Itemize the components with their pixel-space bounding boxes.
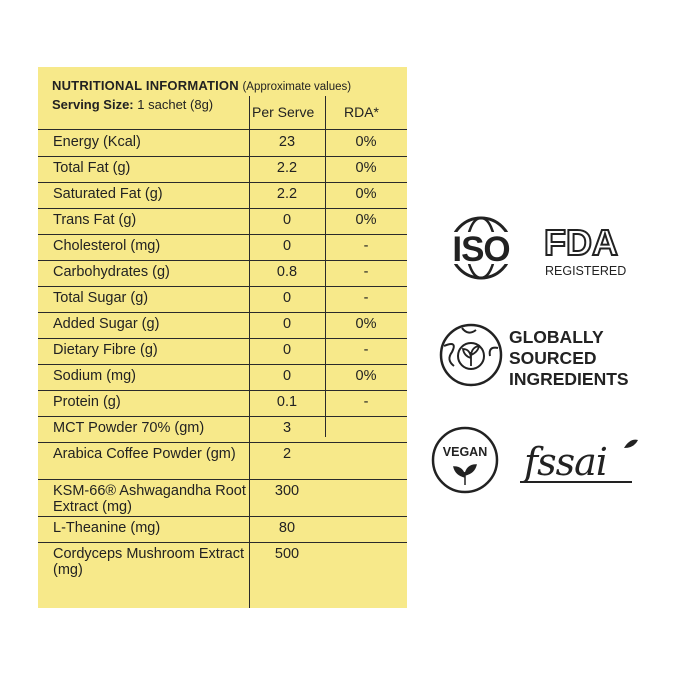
nutrient-name: Total Fat (g) <box>53 160 131 176</box>
global-line-2: SOURCED <box>509 348 597 368</box>
global-line-3: INGREDIENTS <box>509 369 629 389</box>
vegan-text: VEGAN <box>442 445 488 459</box>
fssai-leaf-icon <box>624 440 638 448</box>
nutrient-name: MCT Powder 70% (gm) <box>53 420 205 436</box>
per-serve-value: 0 <box>282 368 292 384</box>
table-row <box>38 364 407 390</box>
serving-size <box>52 97 213 112</box>
nutrient-name: Saturated Fat (g) <box>53 186 163 202</box>
table-row <box>38 130 407 156</box>
table-row <box>38 516 407 542</box>
nutrient-name: Carbohydrates (g) <box>53 264 170 280</box>
table-row <box>38 479 407 516</box>
per-serve-value: 0 <box>282 290 292 306</box>
per-serve-value: 2.2 <box>276 186 298 202</box>
col-rda-header: RDA* <box>344 104 380 120</box>
nutrient-name: Cordyceps Mushroom Extract (mg) <box>53 546 244 578</box>
iso-text: ISO <box>452 230 510 269</box>
rda-value: 0% <box>355 316 377 332</box>
table-row <box>38 156 407 182</box>
per-serve-value: 0 <box>282 342 292 358</box>
panel-title <box>52 78 351 93</box>
nutrient-name: Arabica Coffee Powder (gm) <box>53 446 236 462</box>
nutrient-name: KSM-66® Ashwagandha Root Extract (mg) <box>53 483 246 515</box>
nutrient-name: Total Sugar (g) <box>53 290 149 306</box>
serving-value: 1 sachet (8g) <box>137 97 214 112</box>
nutrient-name: Protein (g) <box>53 394 121 410</box>
rda-value: - <box>363 238 369 254</box>
col-per-serve-header: Per Serve <box>252 104 315 120</box>
fda-text: FDA <box>544 222 618 263</box>
per-serve-value: 2 <box>282 446 292 462</box>
per-serve-value: 0.1 <box>276 394 298 410</box>
fssai-logo <box>520 434 640 492</box>
iso-logo <box>437 214 525 282</box>
table-row <box>38 286 407 312</box>
per-serve-value: 23 <box>278 134 296 150</box>
table-row <box>38 208 407 234</box>
globally-sourced-icon <box>438 322 504 388</box>
rda-value: 0% <box>355 160 377 176</box>
serving-label: Serving Size: <box>52 97 134 112</box>
nutrient-name: Energy (Kcal) <box>53 134 141 150</box>
table-row <box>38 542 407 580</box>
per-serve-value: 0.8 <box>276 264 298 280</box>
subtitle-text: (Approximate values) <box>242 81 352 93</box>
rda-value: 0% <box>355 186 377 202</box>
fssai-text: fssai <box>524 440 607 484</box>
table-row <box>38 234 407 260</box>
fda-logo <box>542 222 634 282</box>
table-row <box>38 390 407 416</box>
fda-registered-text: REGISTERED <box>545 264 627 278</box>
table-row <box>38 182 407 208</box>
nutrient-name: L-Theanine (mg) <box>53 520 161 536</box>
rda-value: - <box>363 290 369 306</box>
table-row <box>38 442 407 479</box>
per-serve-value: 300 <box>274 483 300 499</box>
table-row <box>38 338 407 364</box>
nutrient-name: Cholesterol (mg) <box>53 238 161 254</box>
per-serve-value: 3 <box>282 420 292 436</box>
per-serve-value: 0 <box>282 316 292 332</box>
title-text: NUTRITIONAL INFORMATION <box>52 78 239 93</box>
nutrient-name: Added Sugar (g) <box>53 316 160 332</box>
nutrient-name: Trans Fat (g) <box>53 212 137 228</box>
per-serve-value: 0 <box>282 238 292 254</box>
globally-sourced-text <box>509 327 629 390</box>
rda-value: - <box>363 342 369 358</box>
rda-value: - <box>363 264 369 280</box>
per-serve-value: 500 <box>274 546 300 562</box>
table-row <box>38 416 407 442</box>
per-serve-value: 0 <box>282 212 292 228</box>
rda-value: 0% <box>355 212 377 228</box>
nutrient-name: Dietary Fibre (g) <box>53 342 158 358</box>
global-line-1: GLOBALLY <box>509 327 604 347</box>
rda-value: 0% <box>355 134 377 150</box>
nutrient-name: Sodium (mg) <box>53 368 136 384</box>
rda-value: 0% <box>355 368 377 384</box>
table-row <box>38 260 407 286</box>
per-serve-value: 80 <box>278 520 296 536</box>
nutrition-panel <box>38 67 407 608</box>
rda-value: - <box>363 394 369 410</box>
vegan-badge <box>430 425 500 495</box>
per-serve-value: 2.2 <box>276 160 298 176</box>
table-row <box>38 312 407 338</box>
